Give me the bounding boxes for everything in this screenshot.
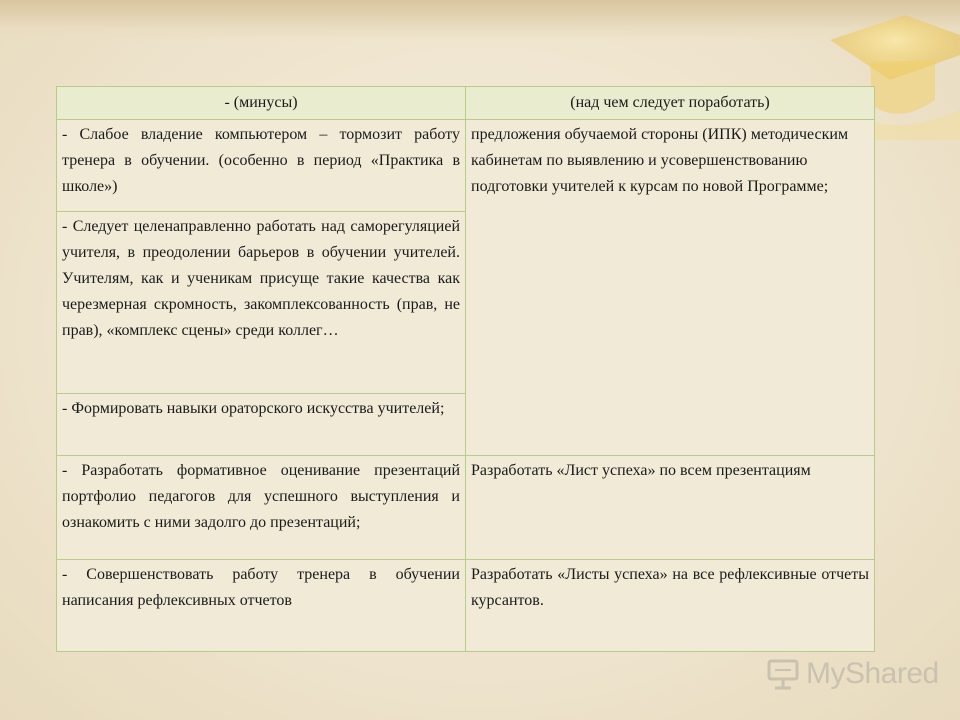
table-row (57, 120, 875, 212)
cell-success-sheets-reports: Разработать «Листы успеха» на все рефлексивные отчеты курсантов. (466, 560, 875, 652)
cell-weak-computer-skills: - Слабое владение компьютером – тормозит работу тренера в обучении. (особенно в период «Практика в школе») (57, 120, 466, 212)
watermark-text: MyShared (806, 657, 939, 690)
presentation-board-icon (766, 657, 800, 691)
table-header-row (57, 87, 875, 120)
table-row (57, 456, 875, 560)
myshared-watermark (766, 654, 939, 694)
cell-success-sheet: Разработать «Лист успеха» по всем презентациям (466, 456, 875, 560)
cell-oratory-skills: - Формировать навыки ораторского искусства учителей; (57, 394, 466, 456)
table-row (57, 560, 875, 652)
cell-reflective-reports: - Совершенствовать работу тренера в обучении написания рефлексивных отчетов (57, 560, 466, 652)
header-to-work-on: (над чем следует поработать) (466, 87, 875, 120)
pros-cons-table (56, 86, 875, 652)
cell-self-regulation: - Следует целенаправленно работать над саморегуляцией учителя, в преодолении барьеров в обучении учителей. Учителям, как и ученикам присуще такие качества как черезмерная скромность, закомплексованность (прав, не прав), «комплекс сцены» среди коллег… (57, 212, 466, 394)
pros-cons-table-container (56, 86, 874, 652)
cell-formative-assessment: - Разработать формативное оценивание презентаций портфолио педагогов для успешного выступления и ознакомить с ними задолго до презентаций; (57, 456, 466, 560)
cell-ipk-proposals: предложения обучаемой стороны (ИПК) методическим кабинетам по выявлению и усовершенствованию подготовки учителей к курсам по новой Программе; (466, 120, 875, 456)
header-minuses: - (минусы) (57, 87, 466, 120)
